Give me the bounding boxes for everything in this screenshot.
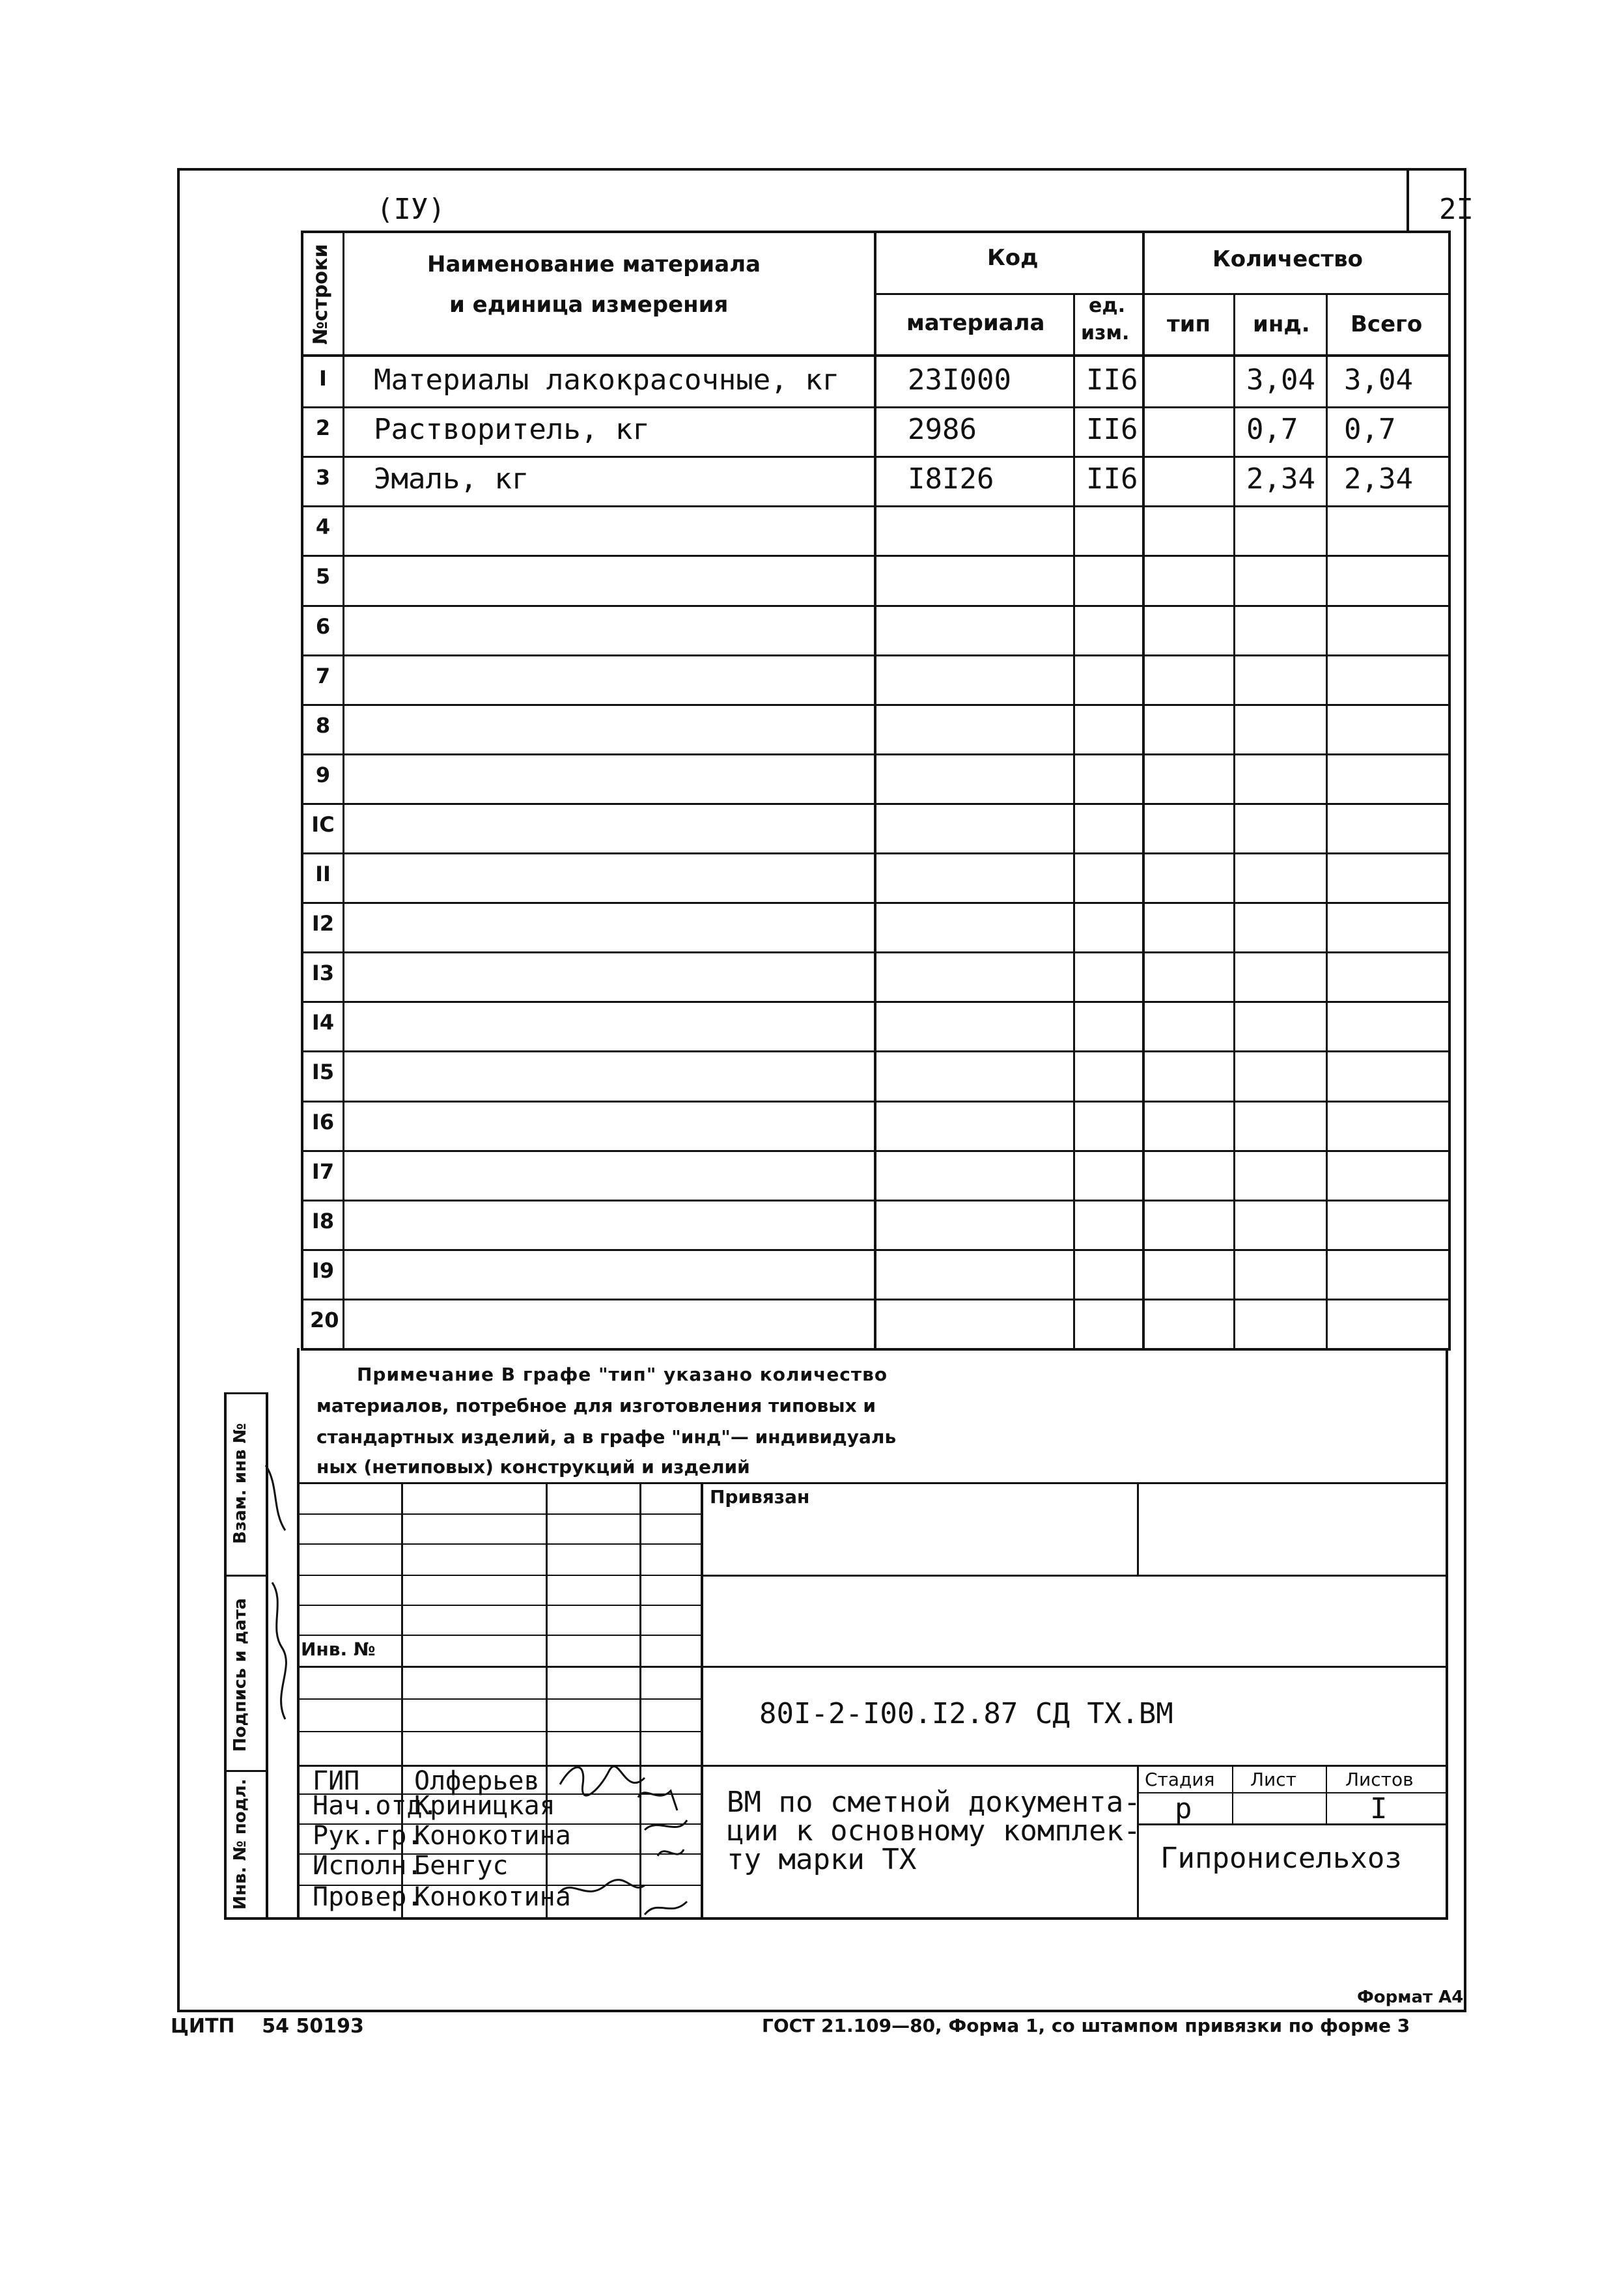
row-number: I8: [311, 1209, 335, 1233]
doc-title-line3: ту марки ТХ: [727, 1843, 917, 1876]
document-code: 80I-2-I00.I2.87 СД ТХ.ВМ: [759, 1697, 1173, 1730]
row-number: II: [315, 862, 331, 886]
row-number: I3: [311, 961, 335, 985]
signer-name: Конокотина: [414, 1882, 571, 1912]
sheets-label: Листов: [1345, 1769, 1414, 1790]
row-number: I: [319, 366, 327, 391]
signatures-image: [547, 1758, 703, 1921]
note-line-4: ных (нетиповых) конструкций и изделий: [316, 1456, 750, 1478]
row-number: I6: [311, 1110, 335, 1134]
header-code: Код: [987, 245, 1039, 271]
header-name-line2: и единица измерения: [449, 292, 729, 318]
row-number: I9: [311, 1258, 335, 1283]
header-qty-type: тип: [1167, 311, 1211, 337]
material-name: Эмаль, кг: [374, 462, 529, 496]
signer-role: Рук.гр.: [313, 1821, 423, 1851]
signer-role: Нач.отд.: [313, 1791, 438, 1821]
format-label: Формат А4: [1357, 1988, 1464, 2007]
material-code: 23I000: [908, 363, 1011, 397]
signer-name: Бенгус: [414, 1851, 509, 1881]
row-number: 6: [315, 614, 331, 639]
note-line-3: стандартных изделий, а в графе "инд"— индивидуаль: [316, 1426, 897, 1448]
signer-role: Провер.: [313, 1882, 423, 1912]
qty-ind: 0,7: [1246, 413, 1298, 446]
footer-right: ГОСТ 21.109—80, Форма 1, со штампом привязки по форме 3: [762, 2015, 1410, 2036]
row-number: 5: [315, 564, 331, 589]
sheets-value: I: [1370, 1792, 1388, 1825]
signer-name: Олферьев: [414, 1766, 540, 1796]
header-unit-line2: изм.: [1081, 322, 1130, 344]
side-label-inv-podl: Инв. № подл.: [231, 1778, 250, 1910]
qty-ind: 3,04: [1246, 363, 1315, 397]
row-number: I7: [311, 1159, 335, 1184]
sheet-label: Лист: [1250, 1769, 1296, 1790]
unit-code: II6: [1086, 413, 1138, 446]
doc-title-line1: ВМ по сметной документа-: [727, 1786, 1141, 1819]
row-number: 4: [315, 514, 331, 539]
row-number: I4: [311, 1010, 335, 1035]
unit-code: II6: [1086, 363, 1138, 397]
stage-value: р: [1175, 1792, 1192, 1825]
material-name: Растворитель, кг: [374, 413, 650, 446]
header-qty-ind: инд.: [1253, 311, 1310, 337]
material-code: I8I26: [908, 462, 994, 496]
header-row-number: №строки: [309, 244, 332, 345]
header-qty-total: Всего: [1351, 311, 1423, 337]
qty-total: 3,04: [1344, 363, 1413, 397]
row-number: 7: [315, 664, 331, 688]
row-number: 9: [315, 763, 331, 787]
inv-no-label: Инв. №: [301, 1638, 376, 1660]
side-label-podpis: Подпись и дата: [231, 1597, 250, 1752]
signer-name: Конокотина: [414, 1821, 571, 1851]
row-number: I2: [311, 911, 335, 936]
qty-total: 2,34: [1344, 462, 1413, 496]
row-number: 3: [315, 465, 331, 490]
row-number: I5: [311, 1060, 335, 1084]
side-label-vzam: Взам. инв №: [231, 1423, 250, 1544]
organization-name: Гипронисельхоз: [1160, 1842, 1402, 1875]
section-label: (IУ): [376, 193, 445, 226]
unit-code: II6: [1086, 462, 1138, 496]
header-name-line1: Наименование материала: [427, 251, 761, 277]
row-number: 8: [315, 713, 331, 738]
note-line-2: материалов, потребное для изготовления типовых и: [316, 1395, 876, 1416]
signer-name: Криницкая: [414, 1791, 555, 1821]
row-number: 20: [310, 1308, 339, 1332]
row-number: 2: [315, 415, 331, 440]
header-unit-line1: ед.: [1089, 294, 1125, 317]
material-name: Материалы лакокрасочные, кг: [374, 363, 840, 397]
signer-role: Исполн.: [313, 1851, 423, 1881]
signer-role: ГИП: [313, 1766, 360, 1796]
side-signature-image: [259, 1459, 298, 1745]
qty-ind: 2,34: [1246, 462, 1315, 496]
row-number: IC: [311, 812, 335, 837]
stage-label: Стадия: [1145, 1769, 1215, 1790]
footer-left: ЦИТП 54 50193: [171, 2015, 364, 2038]
qty-total: 0,7: [1344, 413, 1396, 446]
doc-title-line2: ции к основному комплек-: [727, 1814, 1141, 1848]
material-code: 2986: [908, 413, 977, 446]
page-number: 2I: [1439, 193, 1474, 226]
note-line-1: Примечание В графе "тип" указано количество: [357, 1364, 888, 1385]
header-quantity: Количество: [1212, 246, 1364, 272]
privyazan-label: Привязан: [710, 1486, 810, 1508]
header-code-material: материала: [906, 310, 1045, 336]
